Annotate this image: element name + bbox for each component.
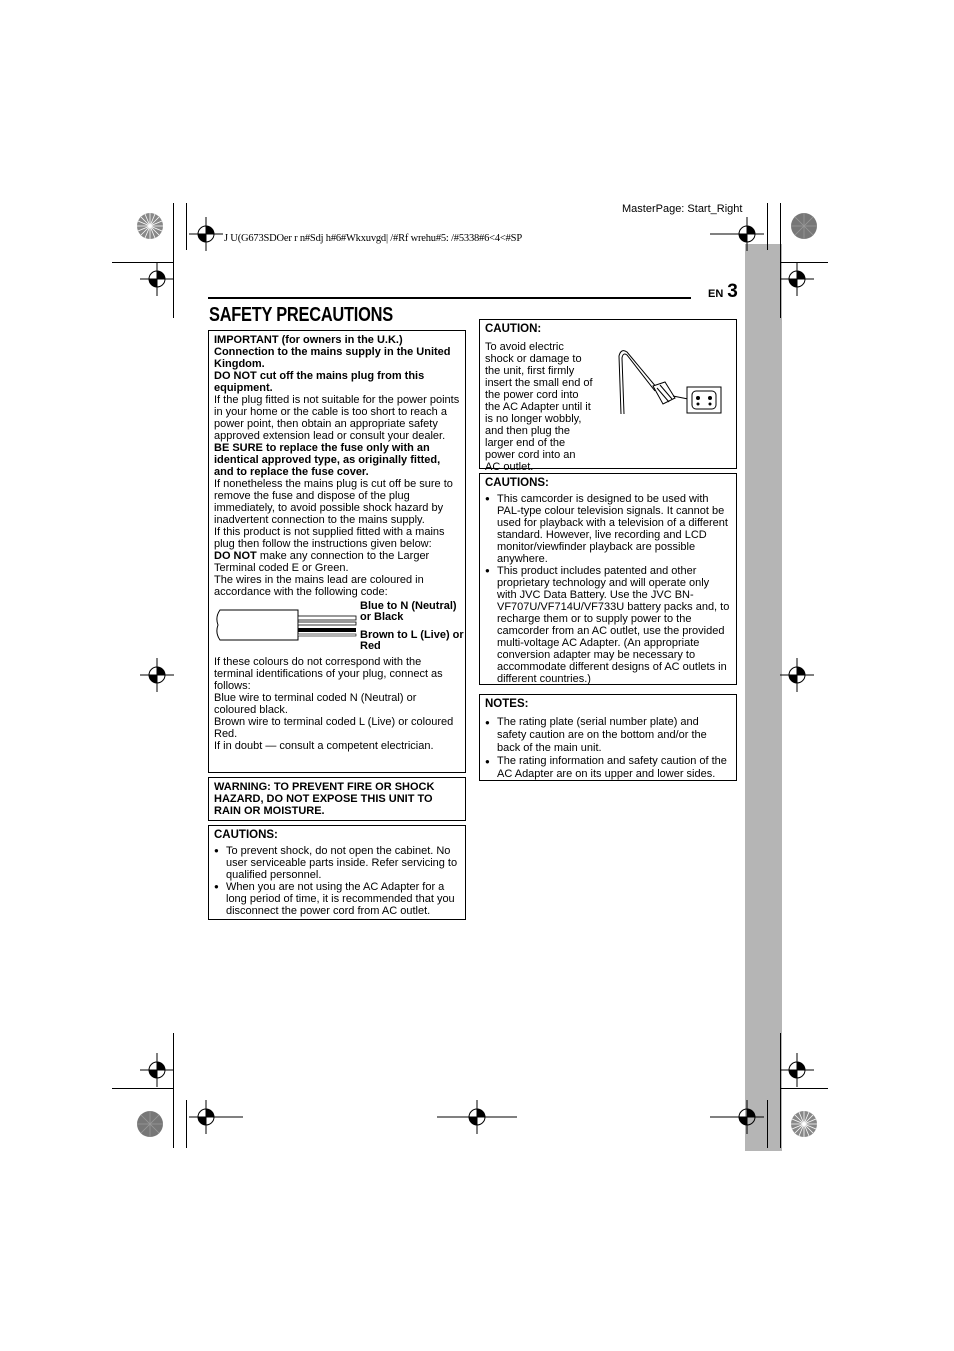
uk-box-paragraph bbox=[214, 550, 460, 574]
crop-mark bbox=[767, 203, 768, 250]
starburst-target-icon bbox=[136, 212, 164, 240]
uk-box-line1: Connection to the mains supply in the United Kingdom. bbox=[214, 346, 451, 370]
crop-mark bbox=[173, 203, 174, 318]
do-not-text: make any connection to the Larger Terminal coded E or Green. bbox=[214, 550, 430, 574]
starburst-target-icon bbox=[790, 1110, 818, 1138]
registration-target-icon bbox=[780, 658, 814, 692]
page-number-value: 3 bbox=[727, 281, 738, 302]
caution-right-title: CAUTION: bbox=[485, 323, 542, 335]
caution-item: ● This product includes patented and other proprietary technology and will operate only with JVC Data Battery. Use the JVC BN-VF707U/VF714U/VF733U battery packs and, to recharge them or to supply power to the camcorder from an AC outlet, use the provided multi-voltage AC Adapter. (An appropriate conversion adapter may be necessary to accommodate different designs of AC outlets in different countries.) bbox=[485, 565, 731, 685]
warning-box bbox=[208, 777, 466, 821]
warning-text: WARNING: TO PREVENT FIRE OR SHOCK HAZARD, DO NOT EXPOSE THIS UNIT TO RAIN OR MOISTURE. bbox=[214, 781, 435, 817]
section-title: SAFETY PRECAUTIONS bbox=[209, 304, 393, 326]
starburst-target-icon bbox=[136, 1110, 164, 1138]
uk-box-fuse-note: BE SURE to replace the fuse only with an identical approved type, as originally fitted, and to replace the fuse cover. bbox=[214, 442, 441, 478]
uk-box-paragraph: If nonetheless the mains plug is cut off be sure to remove the fuse and dispose of the plug immediately, to avoid possible shock hazard by inadvertent connection to the mains supply. bbox=[214, 478, 453, 526]
notes-title: NOTES: bbox=[485, 698, 529, 710]
uk-box-paragraph: If in doubt — consult a competent electrician. bbox=[214, 740, 434, 752]
uk-box-paragraph: If the plug fitted is not suitable for the power points in your home or the cable is too short to reach a power point, then obtain an appropriate safety approved extension lead or consult your dealer. bbox=[214, 394, 460, 442]
starburst-target-icon bbox=[790, 212, 818, 240]
note-item: ● The rating information and safety caution of the AC Adapter are on its upper and lower sides. bbox=[485, 755, 731, 781]
file-slug: J U(G673SDOer r n#Sdj h#6#Wkxuvgd| /#Rf wrehu#5: /#5338#6<4<#SP bbox=[224, 233, 522, 244]
registration-target-icon bbox=[780, 262, 814, 296]
crop-mark bbox=[780, 203, 781, 318]
registration-target-icon bbox=[140, 1053, 174, 1087]
crop-mark bbox=[780, 1033, 781, 1148]
uk-box-paragraph: If this product is not supplied fitted with a mains plug then follow the instructions given below: bbox=[214, 526, 445, 550]
uk-box-line2: DO NOT cut off the mains plug from this equipment. bbox=[214, 370, 425, 394]
wire-brown-label: Brown to L (Live) or Red bbox=[360, 629, 464, 652]
header-rule bbox=[208, 297, 691, 299]
page-edge-band bbox=[745, 244, 782, 1151]
caution-item: ● This camcorder is designed to be used with PAL-type colour television signals. It cannot be used for playback with a television of a different standard. However, live recording and LCD monitor/viewfinder playback are possible anywhere. bbox=[485, 493, 731, 565]
uk-box-title: IMPORTANT (for owners in the U.K.) bbox=[214, 334, 403, 346]
crop-mark bbox=[780, 1088, 828, 1089]
registration-target-icon bbox=[780, 1053, 814, 1087]
caution-right-text: To avoid electric shock or damage to the unit, first firmly insert the small end of the power cord into the AC Adapter until it is no longer wobbly, and then plug the larger end of the power cord into an AC outlet. bbox=[485, 341, 593, 473]
registration-target-icon bbox=[710, 1100, 764, 1134]
mains-cable-icon bbox=[214, 606, 364, 646]
caution-item: ● When you are not using the AC Adapter for a long period of time, it is recommended that you disconnect the power cord from AC outlet. bbox=[214, 881, 460, 917]
page-number bbox=[708, 281, 738, 303]
notes-box bbox=[479, 694, 737, 781]
registration-target-icon bbox=[140, 262, 174, 296]
do-not-label: DO NOT bbox=[214, 550, 257, 562]
cautions-left-title: CAUTIONS: bbox=[214, 829, 278, 841]
uk-box-paragraph: Blue wire to terminal coded N (Neutral) or coloured black. bbox=[214, 692, 417, 716]
note-item: ● The rating plate (serial number plate) and safety caution are on the bottom and/or the back of the main unit. bbox=[485, 716, 731, 755]
uk-mains-box bbox=[208, 330, 466, 773]
registration-target-icon bbox=[437, 1100, 517, 1134]
caution-item: ● To prevent shock, do not open the cabinet. No user serviceable parts inside. Refer servicing to qualified personnel. bbox=[214, 845, 460, 881]
caution-right-box bbox=[479, 319, 737, 473]
language-code: EN bbox=[708, 288, 724, 300]
registration-target-icon bbox=[189, 1100, 243, 1134]
registration-target-icon bbox=[710, 217, 764, 251]
cautions-left-box bbox=[208, 825, 466, 920]
wire-diagram bbox=[214, 598, 464, 656]
crop-mark bbox=[767, 1100, 768, 1148]
crop-mark bbox=[186, 203, 187, 250]
uk-box-paragraph: If these colours do not correspond with the terminal identifications of your plug, connect as follows: bbox=[214, 656, 443, 692]
crop-mark bbox=[112, 1088, 174, 1089]
masterpage-label: MasterPage: Start_Right bbox=[622, 203, 743, 215]
crop-mark bbox=[173, 1033, 174, 1148]
wire-blue-label: Blue to N (Neutral) or Black bbox=[360, 600, 457, 623]
uk-box-paragraph: The wires in the mains lead are coloured in accordance with the following code: bbox=[214, 574, 424, 598]
cautions-right-title: CAUTIONS: bbox=[485, 477, 549, 489]
registration-target-icon bbox=[140, 658, 174, 692]
power-cord-plug-icon bbox=[613, 346, 725, 416]
crop-mark bbox=[186, 1100, 187, 1148]
uk-box-paragraph: Brown wire to terminal coded L (Live) or coloured Red. bbox=[214, 716, 454, 740]
registration-target-icon bbox=[189, 217, 223, 251]
cautions-right-box bbox=[479, 473, 737, 685]
